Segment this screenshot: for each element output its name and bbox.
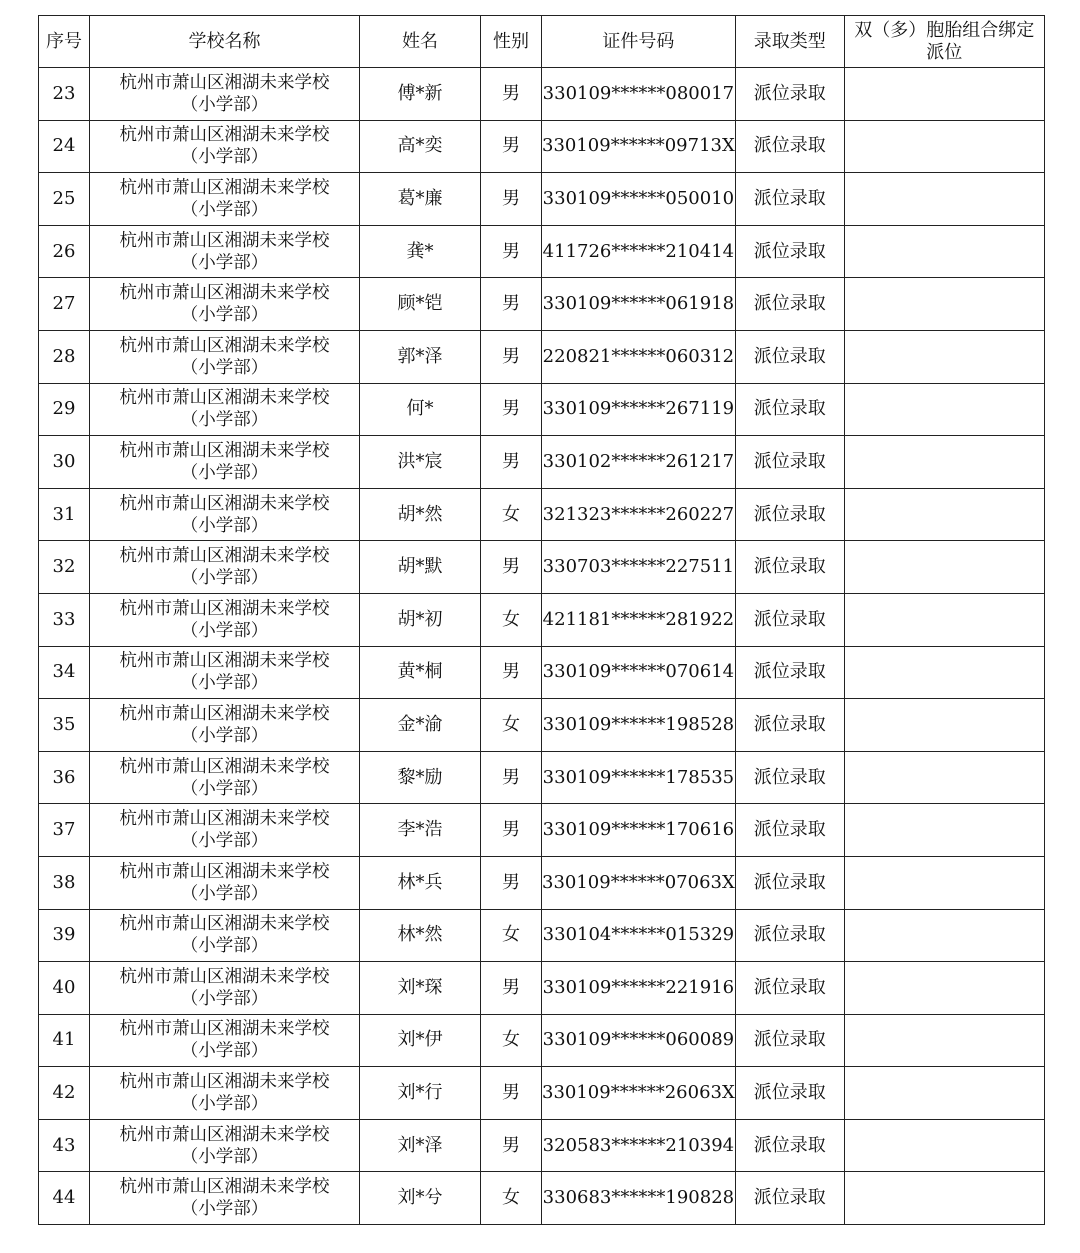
cell-seq: 33 bbox=[39, 593, 90, 646]
cell-bind bbox=[844, 1119, 1044, 1172]
cell-seq: 37 bbox=[39, 804, 90, 857]
table-row bbox=[39, 68, 1045, 121]
cell-id: 320583******210394 bbox=[542, 1119, 736, 1172]
cell-type: 派位录取 bbox=[735, 173, 844, 226]
cell-seq: 26 bbox=[39, 225, 90, 278]
cell-name: 何* bbox=[360, 383, 481, 436]
cell-seq: 42 bbox=[39, 1067, 90, 1120]
cell-name: 刘*兮 bbox=[360, 1172, 481, 1225]
school-name-line: 杭州市萧山区湘湖未来学校 bbox=[119, 651, 330, 672]
cell-gender: 女 bbox=[481, 593, 542, 646]
cell-bind bbox=[844, 751, 1044, 804]
header-bind: 双（多）胞胎组合绑定派位 bbox=[844, 16, 1044, 68]
table-row bbox=[39, 909, 1045, 962]
cell-id: 330109******178535 bbox=[542, 751, 736, 804]
cell-school bbox=[90, 1014, 360, 1067]
cell-type: 派位录取 bbox=[735, 1067, 844, 1120]
header-id: 证件号码 bbox=[542, 16, 736, 68]
table-row bbox=[39, 173, 1045, 226]
cell-gender: 男 bbox=[481, 541, 542, 594]
cell-type: 派位录取 bbox=[735, 330, 844, 383]
cell-seq: 44 bbox=[39, 1172, 90, 1225]
header-school: 学校名称 bbox=[90, 16, 360, 68]
school-division-line: （小学部） bbox=[180, 568, 269, 589]
cell-bind bbox=[844, 1014, 1044, 1067]
cell-type: 派位录取 bbox=[735, 699, 844, 752]
school-division-line: （小学部） bbox=[180, 515, 269, 536]
table-row bbox=[39, 1014, 1045, 1067]
cell-bind bbox=[844, 646, 1044, 699]
cell-seq: 29 bbox=[39, 383, 90, 436]
cell-gender: 女 bbox=[481, 1014, 542, 1067]
cell-gender: 男 bbox=[481, 751, 542, 804]
cell-school bbox=[90, 383, 360, 436]
cell-school bbox=[90, 699, 360, 752]
cell-name: 林*兵 bbox=[360, 856, 481, 909]
cell-type: 派位录取 bbox=[735, 1119, 844, 1172]
cell-seq: 23 bbox=[39, 68, 90, 121]
cell-seq: 35 bbox=[39, 699, 90, 752]
cell-id: 330109******070614 bbox=[542, 646, 736, 699]
table-row bbox=[39, 383, 1045, 436]
table-row bbox=[39, 856, 1045, 909]
school-division-line: （小学部） bbox=[180, 620, 269, 641]
cell-school bbox=[90, 225, 360, 278]
table-row bbox=[39, 962, 1045, 1015]
table-row bbox=[39, 330, 1045, 383]
cell-seq: 38 bbox=[39, 856, 90, 909]
cell-type: 派位录取 bbox=[735, 1014, 844, 1067]
school-name-line: 杭州市萧山区湘湖未来学校 bbox=[119, 388, 330, 409]
cell-bind bbox=[844, 541, 1044, 594]
school-division-line: （小学部） bbox=[180, 988, 269, 1009]
school-division-line: （小学部） bbox=[180, 305, 269, 326]
table-row bbox=[39, 1119, 1045, 1172]
cell-bind bbox=[844, 488, 1044, 541]
cell-bind bbox=[844, 330, 1044, 383]
cell-gender: 男 bbox=[481, 225, 542, 278]
school-division-line: （小学部） bbox=[180, 147, 269, 168]
cell-type: 派位录取 bbox=[735, 751, 844, 804]
cell-type: 派位录取 bbox=[735, 541, 844, 594]
school-name-line: 杭州市萧山区湘湖未来学校 bbox=[119, 546, 330, 567]
cell-id: 330683******190828 bbox=[542, 1172, 736, 1225]
table-row bbox=[39, 120, 1045, 173]
school-name-line: 杭州市萧山区湘湖未来学校 bbox=[119, 703, 330, 724]
table-row bbox=[39, 646, 1045, 699]
cell-name: 郭*泽 bbox=[360, 330, 481, 383]
cell-id: 321323******260227 bbox=[542, 488, 736, 541]
cell-school bbox=[90, 436, 360, 489]
cell-school bbox=[90, 1172, 360, 1225]
table-row bbox=[39, 541, 1045, 594]
school-division-line: （小学部） bbox=[180, 410, 269, 431]
cell-gender: 男 bbox=[481, 383, 542, 436]
cell-school bbox=[90, 541, 360, 594]
table-row bbox=[39, 751, 1045, 804]
cell-id: 411726******210414 bbox=[542, 225, 736, 278]
cell-name: 葛*廉 bbox=[360, 173, 481, 226]
header-gender: 性别 bbox=[481, 16, 542, 68]
school-name-line: 杭州市萧山区湘湖未来学校 bbox=[119, 177, 330, 198]
table-row bbox=[39, 593, 1045, 646]
cell-name: 胡*然 bbox=[360, 488, 481, 541]
cell-bind bbox=[844, 856, 1044, 909]
header-seq: 序号 bbox=[39, 16, 90, 68]
cell-id: 330102******261217 bbox=[542, 436, 736, 489]
table-row bbox=[39, 1067, 1045, 1120]
school-division-line: （小学部） bbox=[180, 831, 269, 852]
cell-school bbox=[90, 804, 360, 857]
cell-bind bbox=[844, 909, 1044, 962]
school-name-line: 杭州市萧山区湘湖未来学校 bbox=[119, 861, 330, 882]
cell-school bbox=[90, 856, 360, 909]
cell-id: 330109******09713X bbox=[542, 120, 736, 173]
cell-type: 派位录取 bbox=[735, 1172, 844, 1225]
cell-seq: 39 bbox=[39, 909, 90, 962]
cell-name: 刘*伊 bbox=[360, 1014, 481, 1067]
cell-id: 330109******170616 bbox=[542, 804, 736, 857]
cell-bind bbox=[844, 225, 1044, 278]
school-name-line: 杭州市萧山区湘湖未来学校 bbox=[119, 1072, 330, 1093]
cell-gender: 男 bbox=[481, 856, 542, 909]
cell-id: 330109******07063X bbox=[542, 856, 736, 909]
cell-type: 派位录取 bbox=[735, 68, 844, 121]
cell-bind bbox=[844, 120, 1044, 173]
cell-gender: 男 bbox=[481, 1067, 542, 1120]
cell-school bbox=[90, 593, 360, 646]
cell-gender: 男 bbox=[481, 962, 542, 1015]
cell-name: 傅*新 bbox=[360, 68, 481, 121]
school-division-line: （小学部） bbox=[180, 725, 269, 746]
cell-school bbox=[90, 68, 360, 121]
cell-seq: 32 bbox=[39, 541, 90, 594]
school-name-line: 杭州市萧山区湘湖未来学校 bbox=[119, 335, 330, 356]
school-division-line: （小学部） bbox=[180, 778, 269, 799]
cell-school bbox=[90, 173, 360, 226]
school-division-line: （小学部） bbox=[180, 673, 269, 694]
cell-type: 派位录取 bbox=[735, 278, 844, 331]
cell-name: 李*浩 bbox=[360, 804, 481, 857]
school-name-line: 杭州市萧山区湘湖未来学校 bbox=[119, 230, 330, 251]
cell-gender: 男 bbox=[481, 120, 542, 173]
cell-seq: 25 bbox=[39, 173, 90, 226]
cell-school bbox=[90, 962, 360, 1015]
school-name-line: 杭州市萧山区湘湖未来学校 bbox=[119, 1019, 330, 1040]
cell-name: 胡*初 bbox=[360, 593, 481, 646]
cell-id: 330109******26063X bbox=[542, 1067, 736, 1120]
cell-gender: 男 bbox=[481, 646, 542, 699]
cell-id: 330109******061918 bbox=[542, 278, 736, 331]
cell-name: 黎*励 bbox=[360, 751, 481, 804]
cell-seq: 40 bbox=[39, 962, 90, 1015]
school-name-line: 杭州市萧山区湘湖未来学校 bbox=[119, 756, 330, 777]
cell-type: 派位录取 bbox=[735, 909, 844, 962]
school-name-line: 杭州市萧山区湘湖未来学校 bbox=[119, 966, 330, 987]
school-division-line: （小学部） bbox=[180, 94, 269, 115]
cell-gender: 女 bbox=[481, 1172, 542, 1225]
table-row bbox=[39, 278, 1045, 331]
cell-gender: 女 bbox=[481, 488, 542, 541]
school-division-line: （小学部） bbox=[180, 1094, 269, 1115]
cell-bind bbox=[844, 593, 1044, 646]
cell-name: 刘*琛 bbox=[360, 962, 481, 1015]
school-name-line: 杭州市萧山区湘湖未来学校 bbox=[119, 914, 330, 935]
school-division-line: （小学部） bbox=[180, 883, 269, 904]
cell-name: 林*然 bbox=[360, 909, 481, 962]
school-division-line: （小学部） bbox=[180, 252, 269, 273]
cell-id: 330109******060089 bbox=[542, 1014, 736, 1067]
header-type: 录取类型 bbox=[735, 16, 844, 68]
cell-school bbox=[90, 278, 360, 331]
cell-id: 220821******060312 bbox=[542, 330, 736, 383]
table-body bbox=[39, 68, 1045, 1225]
cell-seq: 34 bbox=[39, 646, 90, 699]
cell-bind bbox=[844, 962, 1044, 1015]
school-name-line: 杭州市萧山区湘湖未来学校 bbox=[119, 1177, 330, 1198]
cell-seq: 24 bbox=[39, 120, 90, 173]
cell-id: 330104******015329 bbox=[542, 909, 736, 962]
cell-school bbox=[90, 909, 360, 962]
cell-name: 金*渝 bbox=[360, 699, 481, 752]
admission-table bbox=[38, 15, 1045, 1225]
cell-type: 派位录取 bbox=[735, 646, 844, 699]
cell-gender: 男 bbox=[481, 330, 542, 383]
cell-seq: 36 bbox=[39, 751, 90, 804]
cell-bind bbox=[844, 699, 1044, 752]
cell-type: 派位录取 bbox=[735, 593, 844, 646]
cell-bind bbox=[844, 278, 1044, 331]
school-division-line: （小学部） bbox=[180, 199, 269, 220]
school-name-line: 杭州市萧山区湘湖未来学校 bbox=[119, 598, 330, 619]
cell-type: 派位录取 bbox=[735, 488, 844, 541]
cell-school bbox=[90, 1119, 360, 1172]
cell-seq: 30 bbox=[39, 436, 90, 489]
cell-type: 派位录取 bbox=[735, 856, 844, 909]
cell-name: 胡*默 bbox=[360, 541, 481, 594]
school-division-line: （小学部） bbox=[180, 1146, 269, 1167]
cell-school bbox=[90, 330, 360, 383]
cell-bind bbox=[844, 383, 1044, 436]
cell-gender: 女 bbox=[481, 699, 542, 752]
cell-name: 刘*泽 bbox=[360, 1119, 481, 1172]
cell-type: 派位录取 bbox=[735, 383, 844, 436]
school-name-line: 杭州市萧山区湘湖未来学校 bbox=[119, 809, 330, 830]
cell-gender: 男 bbox=[481, 1119, 542, 1172]
cell-seq: 27 bbox=[39, 278, 90, 331]
cell-id: 330703******227511 bbox=[542, 541, 736, 594]
admission-list-sheet bbox=[38, 15, 1045, 1225]
school-name-line: 杭州市萧山区湘湖未来学校 bbox=[119, 72, 330, 93]
school-name-line: 杭州市萧山区湘湖未来学校 bbox=[119, 283, 330, 304]
school-name-line: 杭州市萧山区湘湖未来学校 bbox=[119, 125, 330, 146]
table-row bbox=[39, 225, 1045, 278]
school-name-line: 杭州市萧山区湘湖未来学校 bbox=[119, 440, 330, 461]
school-division-line: （小学部） bbox=[180, 357, 269, 378]
header-name: 姓名 bbox=[360, 16, 481, 68]
school-division-line: （小学部） bbox=[180, 936, 269, 957]
cell-bind bbox=[844, 1067, 1044, 1120]
cell-name: 黄*桐 bbox=[360, 646, 481, 699]
cell-school bbox=[90, 488, 360, 541]
cell-type: 派位录取 bbox=[735, 120, 844, 173]
school-name-line: 杭州市萧山区湘湖未来学校 bbox=[119, 493, 330, 514]
cell-bind bbox=[844, 68, 1044, 121]
school-division-line: （小学部） bbox=[180, 462, 269, 483]
cell-type: 派位录取 bbox=[735, 962, 844, 1015]
cell-type: 派位录取 bbox=[735, 225, 844, 278]
cell-seq: 41 bbox=[39, 1014, 90, 1067]
cell-name: 高*奕 bbox=[360, 120, 481, 173]
cell-bind bbox=[844, 804, 1044, 857]
cell-bind bbox=[844, 436, 1044, 489]
cell-gender: 男 bbox=[481, 173, 542, 226]
school-name-line: 杭州市萧山区湘湖未来学校 bbox=[119, 1124, 330, 1145]
table-row bbox=[39, 488, 1045, 541]
cell-type: 派位录取 bbox=[735, 804, 844, 857]
school-division-line: （小学部） bbox=[180, 1199, 269, 1220]
cell-gender: 男 bbox=[481, 278, 542, 331]
cell-id: 330109******221916 bbox=[542, 962, 736, 1015]
cell-name: 洪*宸 bbox=[360, 436, 481, 489]
cell-id: 330109******080017 bbox=[542, 68, 736, 121]
cell-id: 330109******267119 bbox=[542, 383, 736, 436]
table-row bbox=[39, 699, 1045, 752]
cell-id: 421181******281922 bbox=[542, 593, 736, 646]
cell-seq: 28 bbox=[39, 330, 90, 383]
cell-name: 龚* bbox=[360, 225, 481, 278]
cell-seq: 43 bbox=[39, 1119, 90, 1172]
cell-school bbox=[90, 646, 360, 699]
table-row bbox=[39, 1172, 1045, 1225]
cell-bind bbox=[844, 173, 1044, 226]
cell-gender: 男 bbox=[481, 804, 542, 857]
cell-school bbox=[90, 751, 360, 804]
cell-gender: 男 bbox=[481, 68, 542, 121]
cell-seq: 31 bbox=[39, 488, 90, 541]
table-row bbox=[39, 436, 1045, 489]
cell-id: 330109******050010 bbox=[542, 173, 736, 226]
table-header-row bbox=[39, 16, 1045, 68]
cell-school bbox=[90, 1067, 360, 1120]
cell-gender: 男 bbox=[481, 436, 542, 489]
cell-name: 顾*铠 bbox=[360, 278, 481, 331]
school-division-line: （小学部） bbox=[180, 1041, 269, 1062]
cell-id: 330109******198528 bbox=[542, 699, 736, 752]
cell-type: 派位录取 bbox=[735, 436, 844, 489]
cell-school bbox=[90, 120, 360, 173]
cell-gender: 女 bbox=[481, 909, 542, 962]
table-row bbox=[39, 804, 1045, 857]
cell-bind bbox=[844, 1172, 1044, 1225]
cell-name: 刘*行 bbox=[360, 1067, 481, 1120]
